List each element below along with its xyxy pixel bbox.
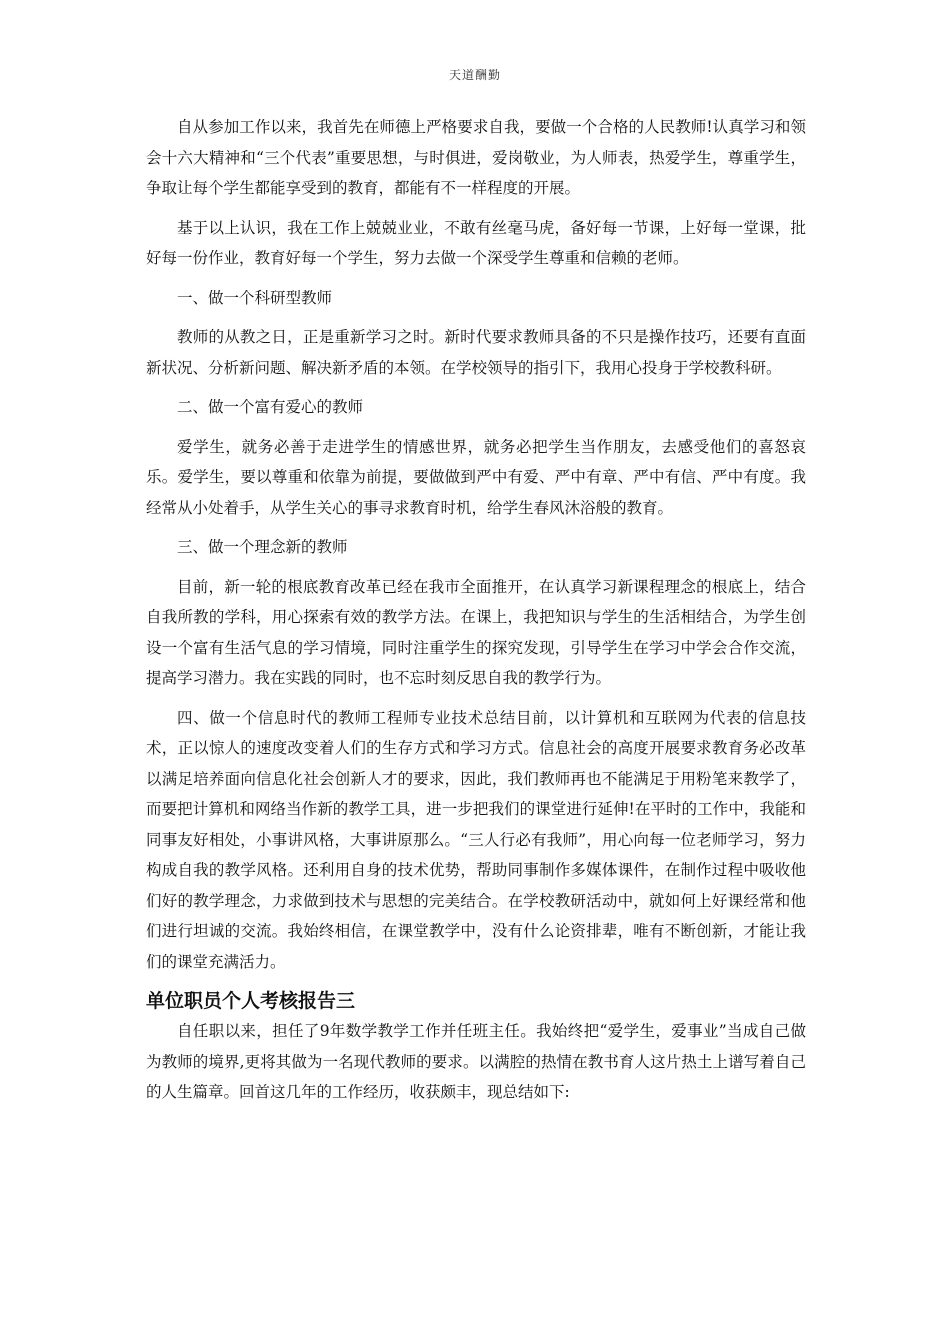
paragraph-5: 目前，新一轮的根底教育改革已经在我市全面推开，在认真学习新课程理念的根底上，结合自我所教的学科，用心探索有效的教学方法。在课上，我把知识与学生的生活相结合，为学生创设一个富有生活气息的学习情境，同时注重学生的探究发现，引导学生在学习中学会合作交流，提高学习潜力。我在实践的同时，也不忘时刻反思自我的教学行为。 <box>146 577 806 687</box>
paragraph-1: 自从参加工作以来，我首先在师德上严格要求自我，要做一个合格的人民教师!认真学习和领会十六大精神和“三个代表”重要思想，与时俱进，爱岗敬业，为人师表，热爱学生，尊重学生，争取让每个学生都能享受到的教育，都能有不一样程度的开展。 <box>146 118 806 197</box>
section-title: 单位职员个人考核报告三 <box>146 990 356 1012</box>
section-paragraph-1: 自任职以来，担任了9年数学教学工作并任班主任。我始终把“爱学生，爱事业”当成自己做为教师的境界,更将其做为一名现代教师的要求。以满腔的热情在教书育人这片热土上谱写着自己的人生篇章。回首这几年的工作经历，收获颇丰，现总结如下: <box>146 1022 806 1101</box>
page-header: 天道酬勤 <box>448 68 501 82</box>
paragraph-4: 爱学生，就务必善于走进学生的情感世界，就务必把学生当作朋友，去感受他们的喜怒哀乐。爱学生，要以尊重和依靠为前提，要做做到严中有爱、严中有章、严中有信、严中有度。我经常从小处着手，从学生关心的事寻求教育时机，给学生春风沐浴般的教育。 <box>146 437 806 517</box>
heading-new-ideas-teacher: 三、做一个理念新的教师 <box>177 538 348 556</box>
document-body <box>146 112 806 1117</box>
heading-caring-teacher: 二、做一个富有爱心的教师 <box>177 398 364 416</box>
heading-research-teacher: 一、做一个科研型教师 <box>177 288 333 307</box>
paragraph-6: 四、做一个信息时代的教师工程师专业技术总结目前，以计算机和互联网为代表的信息技术，正以惊人的速度改变着人们的生存方式和学习方式。信息社会的高度开展要求教育务必改革以满足培养面向信息化社会创新人才的要求，因此，我们教师再也不能满足于用粉笔来教学了，而要把计算机和网络当作新的教学工具，进一步把我们的课堂进行延伸!在平时的工作中，我能和同事友好相处，小事讲风格，大事讲原那么。“三人行必有我师”，用心向每一位老师学习，努力构成自我的教学风格。还利用自身的技术优势，帮助同事制作多媒体课件，在制作过程中吸收他们好的教学理念，力求做到技术与思想的完美结合。在学校教研活动中，就如何上好课经常和他们进行坦诚的交流。我始终相信，在课堂教学中，没有什么论资排辈，唯有不断创新，才能让我们的课堂充满活力。 <box>146 708 806 971</box>
paragraph-2: 基于以上认识，我在工作上兢兢业业，不敢有丝毫马虎，备好每一节课，上好每一堂课，批好每一份作业，教育好每一个学生，努力去做一个深受学生尊重和信赖的老师。 <box>146 218 806 267</box>
paragraph-3: 教师的从教之日，正是重新学习之时。新时代要求教师具备的不只是操作技巧，还要有直面新状况、分析新问题、解决新矛盾的本领。在学校领导的指引下，我用心投身于学校教科研。 <box>146 328 806 377</box>
